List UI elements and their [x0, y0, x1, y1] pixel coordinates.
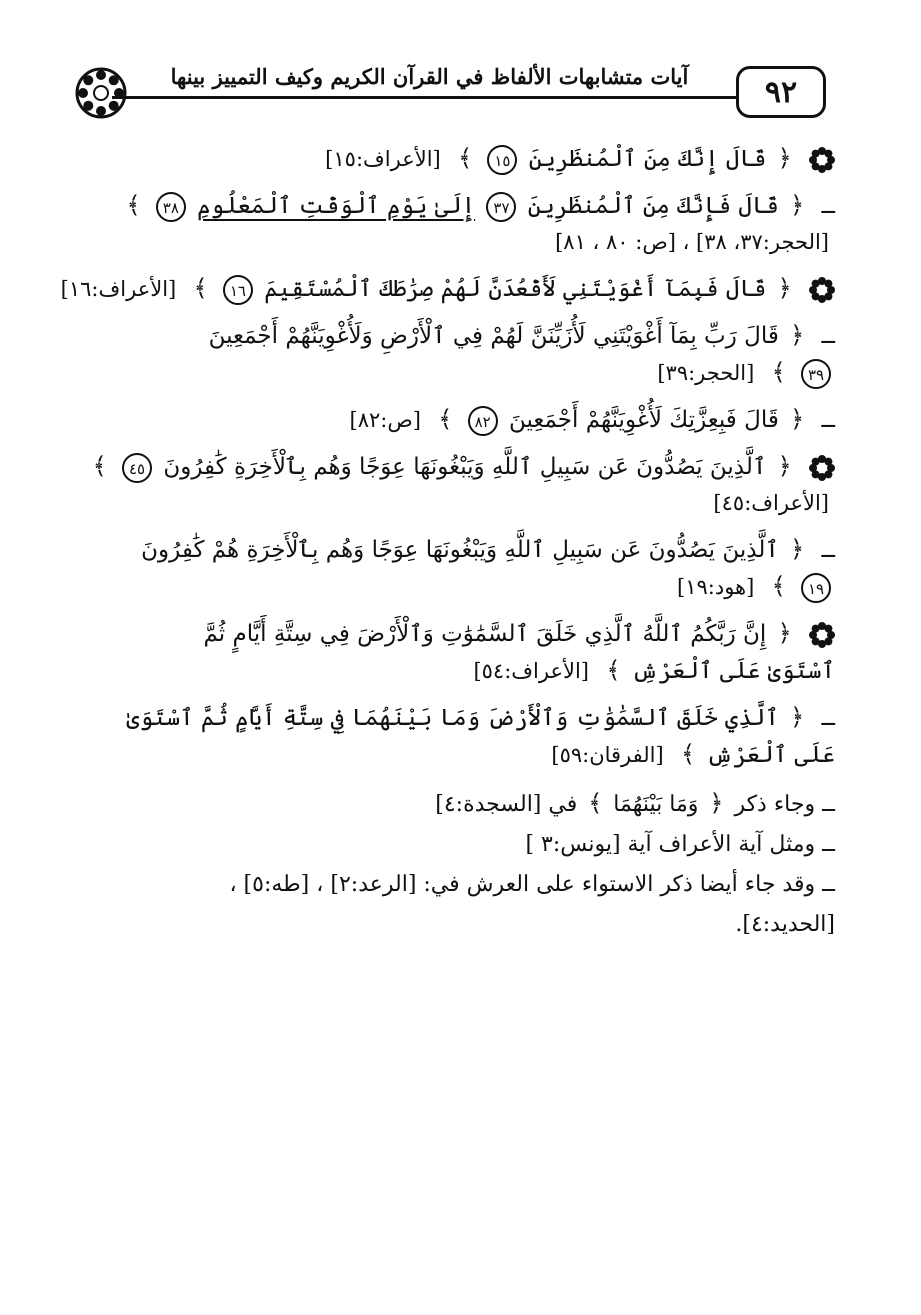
verse-text: ٱلَّذِي خَلَقَ ٱلسَّمَٰوَٰتِ وَٱلْأَرْضَ وَمَا بَيْنَهُمَا فِي سِتَّةِ أَيَّامٍ ثُمَّ ٱسْتَوَىٰ	[126, 705, 779, 731]
verse-text: قَالَ فَإِنَّكَ مِنَ ٱلْمُنظَرِينَ	[527, 193, 779, 219]
verse-open-ornament: ﴿	[777, 274, 792, 302]
note-quote: وَمَا بَيْنَهُمَا	[613, 792, 699, 817]
verse-text: قَالَ فَبِعِزَّتِكَ لَأُغْوِيَنَّهُمْ أَجْمَعِينَ	[508, 407, 779, 433]
verse-reference: [الحجر:٣٧، ٣٨] ، [ص: ٨٠ ، ٨١]	[555, 230, 829, 254]
note-line: ــ وقد جاء أيضا ذكر الاستواء على العرش في: [الرعد:٢] ، [طه:٥] ،	[229, 872, 835, 897]
verse-line	[95, 699, 835, 736]
verse-open-ornament: ﴿	[790, 535, 805, 563]
verse-text: عَلَى ٱلْعَرْشِ	[706, 742, 835, 768]
rosette-ornament-icon	[74, 66, 128, 120]
flower-marker-icon	[809, 622, 835, 648]
note-line	[95, 783, 835, 825]
verse-close-ornament: ﴾	[588, 789, 603, 817]
verse-open-ornament: ﴿	[777, 452, 792, 480]
verse-close-ornament: ﴾	[606, 656, 621, 684]
note-line: ــ ومثل آية الأعراف آية [يونس:٣ ]	[525, 832, 835, 857]
verse-number: ٣٨	[156, 192, 186, 222]
page-number: ٩٢	[736, 66, 826, 118]
verse-line	[95, 187, 835, 224]
verse-line	[95, 652, 835, 689]
verse-line	[95, 615, 835, 652]
verse-open-ornament: ﴿	[709, 789, 724, 817]
verse-number: ٤٥	[122, 453, 152, 483]
verse-block	[60, 270, 835, 307]
verse-number: ٨٢	[468, 406, 498, 436]
verse-block	[92, 448, 835, 521]
verse-open-ornament: ﴿	[777, 619, 792, 647]
verse-number: ٣٧	[486, 192, 516, 222]
verse-block	[95, 699, 835, 773]
verse-reference: [هود:١٩]	[677, 575, 755, 599]
verse-line	[95, 317, 835, 354]
verse-number: ٣٩	[801, 359, 831, 389]
verse-reference: [ص:٨٢]	[349, 408, 421, 432]
flower-marker-icon	[809, 455, 835, 481]
verse-open-ornament: ﴿	[790, 191, 805, 219]
dash-marker: ــ	[821, 705, 835, 731]
page-header	[72, 62, 832, 124]
dash-marker: ــ	[821, 407, 835, 433]
note-line: [الحديد:٤].	[735, 912, 835, 937]
note-suffix: في [السجدة:٤]	[435, 792, 578, 817]
verse-open-ornament: ﴿	[790, 321, 805, 349]
verse-reference: [الأعراف:٥٤]	[473, 659, 590, 683]
flower-marker-icon	[809, 147, 835, 173]
verse-close-ornament: ﴾	[438, 405, 453, 433]
content	[60, 140, 835, 945]
verse-open-ornament: ﴿	[777, 144, 792, 172]
verse-reference: [الأعراف:٤٥]	[713, 491, 829, 515]
verse-text: ٱلَّذِينَ يَصُدُّونَ عَن سَبِيلِ ٱللَّهِ وَيَبْغُونَهَا عِوَجًا وَهُم بِٱلْأَخِرَةِ كَٰفِرُونَ	[163, 454, 767, 480]
verse-text-highlighted: إِلَىٰ يَوْمِ ٱلْوَقْتِ ٱلْمَعْلُومِ	[197, 193, 476, 219]
verse-number: ١٩	[801, 573, 831, 603]
verse-text: ٱلَّذِينَ يَصُدُّونَ عَن سَبِيلِ ٱللَّهِ وَيَبْغُونَهَا عِوَجًا وَهُم بِٱلْأَخِرَةِ هُمْ كَٰفِرُونَ	[141, 537, 779, 563]
verse-number: ١٦	[223, 275, 253, 305]
verse-close-ornament: ﴾	[681, 740, 696, 768]
verse-line	[95, 531, 835, 568]
verse-close-ornament: ﴾	[92, 452, 107, 480]
reference-line	[95, 485, 835, 521]
verse-reference: [الأعراف:١٦]	[60, 277, 177, 301]
verse-block	[95, 187, 835, 260]
reference-line	[95, 224, 835, 260]
verse-line	[92, 448, 835, 485]
verse-text: قَالَ إِنَّكَ مِنَ ٱلْمُنظَرِينَ	[528, 146, 767, 172]
verse-line	[60, 270, 835, 307]
verse-text: ٱسْتَوَىٰ عَلَى ٱلْعَرْشِ	[631, 658, 835, 684]
verse-text: إِنَّ رَبَّكُمُ ٱللَّهُ ٱلَّذِي خَلَقَ ٱلسَّمَٰوَٰتِ وَٱلْأَرْضَ فِي سِتَّةِ أَيَّامٍ ثُمَّ	[203, 621, 767, 647]
verse-open-ornament: ﴿	[790, 405, 805, 433]
dash-marker: ــ	[821, 193, 835, 219]
verse-close-ornament: ﴾	[771, 358, 786, 386]
verse-line	[95, 354, 835, 391]
verse-line	[95, 736, 835, 773]
verse-close-ornament: ﴾	[458, 144, 473, 172]
header-rule	[112, 96, 736, 99]
page-title: آيات متشابهات الألفاظ في القرآن الكريم وكيف التمييز بينها	[170, 64, 689, 89]
verse-line	[95, 140, 835, 177]
verse-block	[95, 615, 835, 689]
verse-close-ornament: ﴾	[126, 191, 141, 219]
verse-reference: [الحجر:٣٩]	[657, 361, 755, 385]
verse-block	[95, 531, 835, 605]
verse-block	[95, 140, 835, 177]
verse-line	[95, 401, 835, 438]
dash-marker: ــ	[821, 323, 835, 349]
verse-number: ١٥	[487, 145, 517, 175]
verse-block	[95, 401, 835, 438]
flower-marker-icon	[809, 277, 835, 303]
note-prefix: ــ وجاء ذكر	[734, 792, 835, 817]
verse-close-ornament: ﴾	[193, 274, 208, 302]
verse-reference: [الأعراف:١٥]	[325, 147, 441, 171]
verse-line	[95, 568, 835, 605]
verse-close-ornament: ﴾	[771, 572, 786, 600]
verse-open-ornament: ﴿	[790, 703, 805, 731]
verse-text: قَالَ فَبِمَآ أَغْوَيْتَنِي لَأَقْعُدَنَّ لَهُمْ صِرَٰطَكَ ٱلْمُسْتَقِيمَ	[264, 276, 767, 302]
verse-text: قَالَ رَبِّ بِمَآ أَغْوَيْتَنِي لَأُزَيِّنَنَّ لَهُمْ فِي ٱلْأَرْضِ وَلَأُغْوِيَنَّهُمْ أَجْمَعِينَ	[208, 323, 779, 349]
verse-block	[95, 317, 835, 391]
verse-reference: [الفرقان:٥٩]	[551, 743, 664, 767]
dash-marker: ــ	[821, 537, 835, 563]
